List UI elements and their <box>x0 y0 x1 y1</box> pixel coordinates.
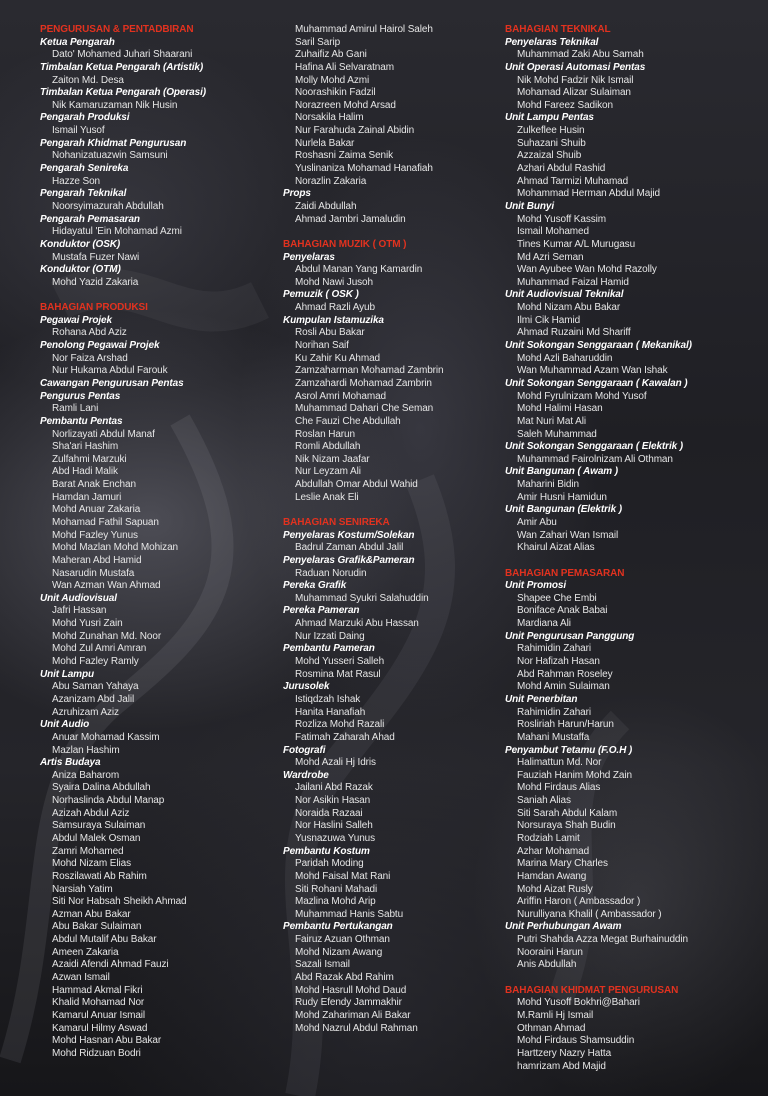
role-heading: Pengarah Teknikal <box>40 188 127 200</box>
person-name: M.Ramli Hj Ismail <box>517 1009 594 1021</box>
person-name: Muhammad Faizal Hamid <box>517 276 629 288</box>
person-name: Jailani Abd Razak <box>295 782 373 794</box>
person-name: Ku Zahir Ku Ahmad <box>295 352 381 364</box>
person-name: Fairuz Azuan Othman <box>295 934 390 946</box>
person-name: Rudy Efendy Jammakhir <box>295 997 402 1009</box>
person-name: Badrul Zaman Abdul Jalil <box>295 542 404 554</box>
person-name: Rozliza Mohd Razali <box>295 719 385 731</box>
spacer <box>505 972 755 985</box>
credits-column-3 <box>505 24 755 1073</box>
person-name: Fatimah Zaharah Ahad <box>295 731 395 743</box>
person-name: Norlizayati Abdul Manaf <box>52 428 155 440</box>
person-name: Abd Razak Abd Rahim <box>295 972 394 984</box>
role-heading: Timbalan Ketua Pengarah (Artistik) <box>40 61 204 73</box>
person-name: Ahmad Marzuki Abu Hassan <box>295 618 419 630</box>
person-name: hamrizam Abd Majid <box>517 1060 606 1072</box>
role-heading: Unit Sokongan Senggaraan ( Elektrik ) <box>505 441 683 453</box>
section-heading: BAHAGIAN KHIDMAT PENGURUSAN <box>505 984 679 996</box>
person-name: Norihan Saif <box>295 340 349 352</box>
person-name: Maheran Abd Hamid <box>52 554 142 566</box>
person-name: Ahmad Jambri Jamaludin <box>295 213 406 225</box>
person-name: Ismail Mohamed <box>517 226 589 238</box>
person-name: Nik Mohd Fadzir Nik Ismail <box>517 74 634 86</box>
person-name: Muhammad Fairolnizam Ali Othman <box>517 453 673 465</box>
spacer <box>283 504 498 517</box>
person-name: Azhari Abdul Rashid <box>517 163 606 175</box>
section-heading: BAHAGIAN MUZIK ( OTM ) <box>283 238 407 250</box>
role-heading: Penolong Pegawai Projek <box>40 340 160 352</box>
person-name: Hanita Hanafiah <box>295 706 366 718</box>
role-heading: Unit Audio <box>40 719 90 731</box>
role-heading: Props <box>283 188 311 200</box>
person-name: Abdullah Omar Abdul Wahid <box>295 479 418 491</box>
spacer <box>505 555 755 568</box>
person-name: Nurlela Bakar <box>295 137 355 149</box>
role-heading: Konduktor (OSK) <box>40 238 121 250</box>
person-name: Nur Izzati Daing <box>295 630 365 642</box>
role-heading: Unit Operasi Automasi Pentas <box>505 61 646 73</box>
person-name: Nasarudin Mustafa <box>52 567 135 579</box>
person-name: Kamarul Anuar Ismail <box>52 1009 146 1021</box>
person-name: Yuslinaniza Mohamad Hanafiah <box>295 163 433 175</box>
person-name: Nurulliyana Khalil ( Ambassador ) <box>517 908 662 920</box>
person-name: Mahani Mustaffa <box>517 731 590 743</box>
role-heading: Pengarah Senireka <box>40 163 129 175</box>
person-name: Mohd Nizam Awang <box>295 946 383 958</box>
person-name: Mohd Yazid Zakaria <box>52 276 139 288</box>
person-name: Hamdan Jamuri <box>52 491 122 503</box>
person-name: Norsakila Halim <box>295 112 364 124</box>
person-name: Mustafa Fuzer Nawi <box>52 251 140 263</box>
person-name: Suhazani Shuib <box>517 137 586 149</box>
person-name: Kamarul Hilmy Aswad <box>52 1022 148 1034</box>
person-name: Mohd Ridzuan Bodri <box>52 1047 141 1059</box>
person-name: Mohd Aizat Rusly <box>517 883 593 895</box>
role-heading: Pengurus Pentas <box>40 390 121 402</box>
role-heading: Pereka Grafik <box>283 580 347 592</box>
role-heading: Fotografi <box>283 744 326 756</box>
person-name: Abdul Mutalif Abu Bakar <box>52 934 157 946</box>
person-name: Nur Hukama Abdul Farouk <box>52 365 168 377</box>
person-name: Rodziah Lamit <box>517 833 580 844</box>
person-name: Nik Nizam Jaafar <box>295 453 370 465</box>
credits-column-1 <box>40 24 275 1061</box>
person-name: Mohammad Herman Abdul Majid <box>517 188 660 200</box>
role-heading: Unit Sokongan Senggaraan ( Mekanikal) <box>505 340 692 352</box>
person-name: Siti Rohani Mahadi <box>295 883 378 895</box>
person-name: Roszilawati Ab Rahim <box>52 870 147 882</box>
person-name: Ahmad Razli Ayub <box>295 302 375 314</box>
person-name: Wan Azman Wan Ahmad <box>52 580 161 592</box>
role-heading: Penyelaras Kostum/Solekan <box>283 529 415 541</box>
person-name: Zamzaharman Mohamad Zambrin <box>295 365 444 377</box>
person-name: Abd Hadi Malik <box>52 466 118 478</box>
person-name: Mohd Zul Amri Amran <box>52 643 147 655</box>
person-name: Yusnazuwa Yunus <box>295 833 376 844</box>
person-name: Zuhaifiz Ab Gani <box>295 49 367 61</box>
person-name: Muhammad Dahari Che Seman <box>295 403 434 415</box>
person-name: Zulfahmi Marzuki <box>52 453 127 465</box>
person-name: Raduan Norudin <box>295 567 367 579</box>
role-heading: Unit Perhubungan Awam <box>505 921 622 933</box>
person-name: Mohd Nizam Abu Bakar <box>517 302 621 314</box>
person-name: Mohd Fareez Sadikon <box>517 99 613 111</box>
person-name: Rosmina Mat Rasul <box>295 668 381 680</box>
person-name: Samsuraya Sulaiman <box>52 820 146 832</box>
person-name: Nor Hafizah Hasan <box>517 656 600 668</box>
role-heading: Cawangan Pengurusan Pentas <box>40 377 184 389</box>
person-name: Sazali Ismail <box>295 959 350 971</box>
person-name: Saril Sarip <box>295 36 341 48</box>
person-name: Norhaslinda Abdul Manap <box>52 795 165 807</box>
person-name: Ahmad Tarmizi Muhamad <box>517 175 629 187</box>
person-name: Nik Kamaruzaman Nik Husin <box>52 99 178 111</box>
person-name: Mohd Yusoff Kassim <box>517 213 606 225</box>
person-name: Mohd Zahariman Ali Bakar <box>295 1009 411 1021</box>
role-heading: Penyelaras Grafik&Pameran <box>283 554 415 566</box>
person-name: Mohamad Fathil Sapuan <box>52 516 159 528</box>
person-name: Mardiana Ali <box>517 618 571 630</box>
person-name: Ilmi Cik Hamid <box>517 314 581 326</box>
person-name: Mazlina Mohd Arip <box>295 896 376 908</box>
person-name: Asrol Amri Mohamad <box>295 390 387 402</box>
person-name: Hafina Ali Selvaratnam <box>295 61 394 73</box>
person-name: Boniface Anak Babai <box>517 605 608 617</box>
person-name: Dato' Mohamed Juhari Shaarani <box>52 49 193 61</box>
person-name: Khairul Aizat Alias <box>517 542 595 554</box>
person-name: Amir Abu <box>517 516 557 528</box>
person-name: Amir Husni Hamidun <box>517 491 607 503</box>
person-name: Noorashikin Fadzil <box>295 87 376 99</box>
person-name: Putri Shahda Azza Megat Burhainuddin <box>517 934 688 946</box>
person-name: Rosliriah Harun/Harun <box>517 719 614 731</box>
person-name: Mohd Yusoff Bokhri@Bahari <box>517 997 640 1009</box>
role-heading: Ketua Pengarah <box>40 36 115 48</box>
role-heading: Unit Bangunan (Elektrik ) <box>505 504 622 516</box>
person-name: Ameen Zakaria <box>52 946 119 958</box>
role-heading: Pemuzik ( OSK ) <box>283 289 359 301</box>
section-heading: BAHAGIAN PRODUKSI <box>40 302 148 314</box>
person-name: Rohana Abd Aziz <box>52 327 127 339</box>
spacer <box>283 226 498 239</box>
role-heading: Unit Bangunan ( Awam ) <box>505 466 618 478</box>
person-name: Azman Abu Bakar <box>52 908 131 920</box>
person-name: Che Fauzi Che Abdullah <box>295 415 401 427</box>
person-name: Mohd Firdaus Shamsuddin <box>517 1035 635 1047</box>
person-name: Siti Nor Habsah Sheikh Ahmad <box>52 896 187 908</box>
person-name: Abu Bakar Sulaiman <box>52 921 142 933</box>
role-heading: Pengarah Produksi <box>40 112 130 124</box>
person-name: Mohd Nawi Jusoh <box>295 276 373 288</box>
role-heading: Unit Lampu Pentas <box>505 112 594 124</box>
person-name: Azizah Abdul Aziz <box>52 807 130 819</box>
person-name: Othman Ahmad <box>517 1022 586 1034</box>
role-heading: Penyelaras Teknikal <box>505 36 599 48</box>
person-name: Muhammad Amirul Hairol Saleh <box>295 24 433 35</box>
role-heading: Unit Promosi <box>505 580 567 592</box>
person-name: Md Azri Seman <box>517 251 584 263</box>
person-name: Romli Abdullah <box>295 441 361 453</box>
person-name: Hamdan Awang <box>517 870 587 882</box>
role-heading: Pembantu Kostum <box>283 845 370 857</box>
person-name: Shapee Che Embi <box>517 592 597 604</box>
person-name: Ariffin Haron ( Ambassador ) <box>517 896 641 908</box>
person-name: Molly Mohd Azmi <box>295 74 370 86</box>
person-name: Muhammad Syukri Salahuddin <box>295 592 429 604</box>
section-heading: PENGURUSAN & PENTADBIRAN <box>40 24 194 35</box>
person-name: Abu Saman Yahaya <box>52 681 139 693</box>
person-name: Zamzahardi Mohamad Zambrin <box>295 377 432 389</box>
person-name: Halimattun Md. Nor <box>517 757 602 769</box>
role-heading: Kumpulan Istamuzika <box>283 314 384 326</box>
person-name: Rosli Abu Bakar <box>295 327 365 339</box>
person-name: Roslan Harun <box>295 428 355 440</box>
person-name: Zaiton Md. Desa <box>52 74 124 86</box>
person-name: Mazlan Hashim <box>52 744 120 756</box>
section-heading: BAHAGIAN PEMASARAN <box>505 567 625 579</box>
person-name: Leslie Anak Eli <box>295 491 359 503</box>
person-name: Hidayatul 'Ein Mohamad Azmi <box>52 226 182 238</box>
person-name: Nur Leyzam Ali <box>295 466 361 478</box>
role-heading: Artis Budaya <box>40 757 101 769</box>
person-name: Ismail Yusof <box>52 125 105 137</box>
person-name: Nor Haslini Salleh <box>295 820 373 832</box>
person-name: Nor Asikin Hasan <box>295 795 371 807</box>
person-name: Mohd Fazley Ramly <box>52 656 139 668</box>
person-name: Nur Farahuda Zainal Abidin <box>295 125 415 137</box>
person-name: Mohd Nazrul Abdul Rahman <box>295 1022 418 1034</box>
person-name: Mohd Halimi Hasan <box>517 403 603 415</box>
person-name: Nohanizatuazwin Samsuni <box>52 150 168 162</box>
person-name: Mohd Faisal Mat Rani <box>295 870 391 882</box>
person-name: Ahmad Ruzaini Md Shariff <box>517 327 631 339</box>
person-name: Narsiah Yatim <box>52 883 113 895</box>
person-name: Mat Nuri Mat Ali <box>517 415 586 427</box>
person-name: Rahimidin Zahari <box>517 643 591 655</box>
person-name: Aniza Baharom <box>52 769 120 781</box>
person-name: Anis Abdullah <box>517 959 577 971</box>
person-name: Abdul Manan Yang Kamardin <box>295 264 423 276</box>
person-name: Zulkeflee Husin <box>517 125 585 137</box>
person-name: Mohd Yusri Zain <box>52 618 123 630</box>
person-name: Muhammad Hanis Sabtu <box>295 908 404 920</box>
role-heading: Pembantu Pameran <box>283 643 375 655</box>
role-heading: Unit Audiovisual Teknikal <box>505 289 624 301</box>
person-name: Wan Muhammad Azam Wan Ishak <box>517 365 668 377</box>
person-name: Mohd Zunahan Md. Noor <box>52 630 162 642</box>
person-name: Roshasni Zaima Senik <box>295 150 394 162</box>
role-heading: Unit Penerbitan <box>505 693 578 705</box>
person-name: Mohd Anuar Zakaria <box>52 504 141 516</box>
person-name: Sha'ari Hashim <box>52 441 119 453</box>
person-name: Abdul Malek Osman <box>52 833 141 844</box>
person-name: Wan Ayubee Wan Mohd Razolly <box>517 264 657 276</box>
role-heading: Pengarah Khidmat Pengurusan <box>40 137 187 149</box>
role-heading: Pembantu Pertukangan <box>283 921 393 933</box>
person-name: Hazze Son <box>52 175 101 187</box>
role-heading: Unit Pengurusan Panggung <box>505 630 635 642</box>
person-name: Fauziah Hanim Mohd Zain <box>517 769 632 781</box>
person-name: Nor Faiza Arshad <box>52 352 128 364</box>
person-name: Maharini Bidin <box>517 479 579 491</box>
role-heading: Unit Sokongan Senggaraan ( Kawalan ) <box>505 377 688 389</box>
person-name: Anuar Mohamad Kassim <box>52 731 160 743</box>
person-name: Ramli Lani <box>52 403 99 415</box>
person-name: Noraida Razaai <box>295 807 363 819</box>
person-name: Azzaizal Shuib <box>517 150 582 162</box>
person-name: Azanizam Abd Jalil <box>52 693 135 705</box>
person-name: Rahimidin Zahari <box>517 706 591 718</box>
person-name: Syaira Dalina Abdullah <box>52 782 151 794</box>
section-heading: BAHAGIAN TEKNIKAL <box>505 24 611 35</box>
person-name: Hammad Akmal Fikri <box>52 984 143 996</box>
person-name: Mohd Azali Hj Idris <box>295 757 376 769</box>
person-name: Muhammad Zaki Abu Samah <box>517 49 644 61</box>
person-name: Mohd Hasrull Mohd Daud <box>295 984 407 996</box>
person-name: Azwan Ismail <box>52 972 110 984</box>
role-heading: Wardrobe <box>283 769 329 781</box>
person-name: Saleh Muhammad <box>517 428 597 440</box>
person-name: Norsuraya Shah Budin <box>517 820 616 832</box>
role-heading: Pengarah Pemasaran <box>40 213 140 225</box>
person-name: Marina Mary Charles <box>517 858 608 870</box>
person-name: Azaidi Afendi Ahmad Fauzi <box>52 959 169 971</box>
role-heading: Konduktor (OTM) <box>40 264 121 276</box>
person-name: Harttzery Nazry Hatta <box>517 1047 612 1059</box>
person-name: Jafri Hassan <box>52 605 107 617</box>
person-name: Abd Rahman Roseley <box>517 668 613 680</box>
person-name: Mohd Amin Sulaiman <box>517 681 610 693</box>
person-name: Mohd Nizam Elias <box>52 858 131 870</box>
person-name: Mohd Hasnan Abu Bakar <box>52 1035 162 1047</box>
role-heading: Unit Bunyi <box>505 200 554 212</box>
person-name: Wan Zahari Wan Ismail <box>517 529 619 541</box>
role-heading: Pembantu Pentas <box>40 415 123 427</box>
person-name: Mohd Fazley Yunus <box>52 529 138 541</box>
role-heading: Pereka Pameran <box>283 605 360 617</box>
person-name: Tines Kumar A/L Murugasu <box>517 238 636 250</box>
credits-column-2 <box>283 24 498 1035</box>
role-heading: Jurusolek <box>283 681 330 693</box>
person-name: Istiqdzah Ishak <box>295 693 361 705</box>
person-name: Azhar Mohamad <box>517 845 590 857</box>
person-name: Azruhizam Aziz <box>52 706 119 718</box>
person-name: Nooraini Harun <box>517 946 583 958</box>
section-heading: BAHAGIAN SENIREKA <box>283 516 390 528</box>
spacer <box>40 289 275 302</box>
person-name: Mohd Mazlan Mohd Mohizan <box>52 542 178 554</box>
role-heading: Penyelaras <box>283 251 335 263</box>
role-heading: Pegawai Projek <box>40 314 112 326</box>
person-name: Zamri Mohamed <box>52 845 124 857</box>
person-name: Paridah Moding <box>295 858 364 870</box>
person-name: Mohd Fyrulnizam Mohd Yusof <box>517 390 647 402</box>
role-heading: Unit Lampu <box>40 668 94 680</box>
person-name: Norazreen Mohd Arsad <box>295 99 396 111</box>
person-name: Saniah Alias <box>517 795 571 807</box>
person-name: Zaidi Abdullah <box>295 200 357 212</box>
person-name: Mohamad Alizar Sulaiman <box>517 87 631 99</box>
person-name: Mohd Azli Baharuddin <box>517 352 613 364</box>
person-name: Khalid Mohamad Nor <box>52 997 145 1009</box>
person-name: Mohd Yusseri Salleh <box>295 656 385 668</box>
person-name: Noorsyimazurah Abdullah <box>52 200 164 212</box>
person-name: Norazlin Zakaria <box>295 175 367 187</box>
person-name: Barat Anak Enchan <box>52 479 136 491</box>
role-heading: Unit Audiovisual <box>40 592 117 604</box>
role-heading: Penyambut Tetamu (F.O.H ) <box>505 744 633 756</box>
role-heading: Timbalan Ketua Pengarah (Operasi) <box>40 87 207 99</box>
person-name: Siti Sarah Abdul Kalam <box>517 807 618 819</box>
person-name: Mohd Firdaus Alias <box>517 782 601 794</box>
